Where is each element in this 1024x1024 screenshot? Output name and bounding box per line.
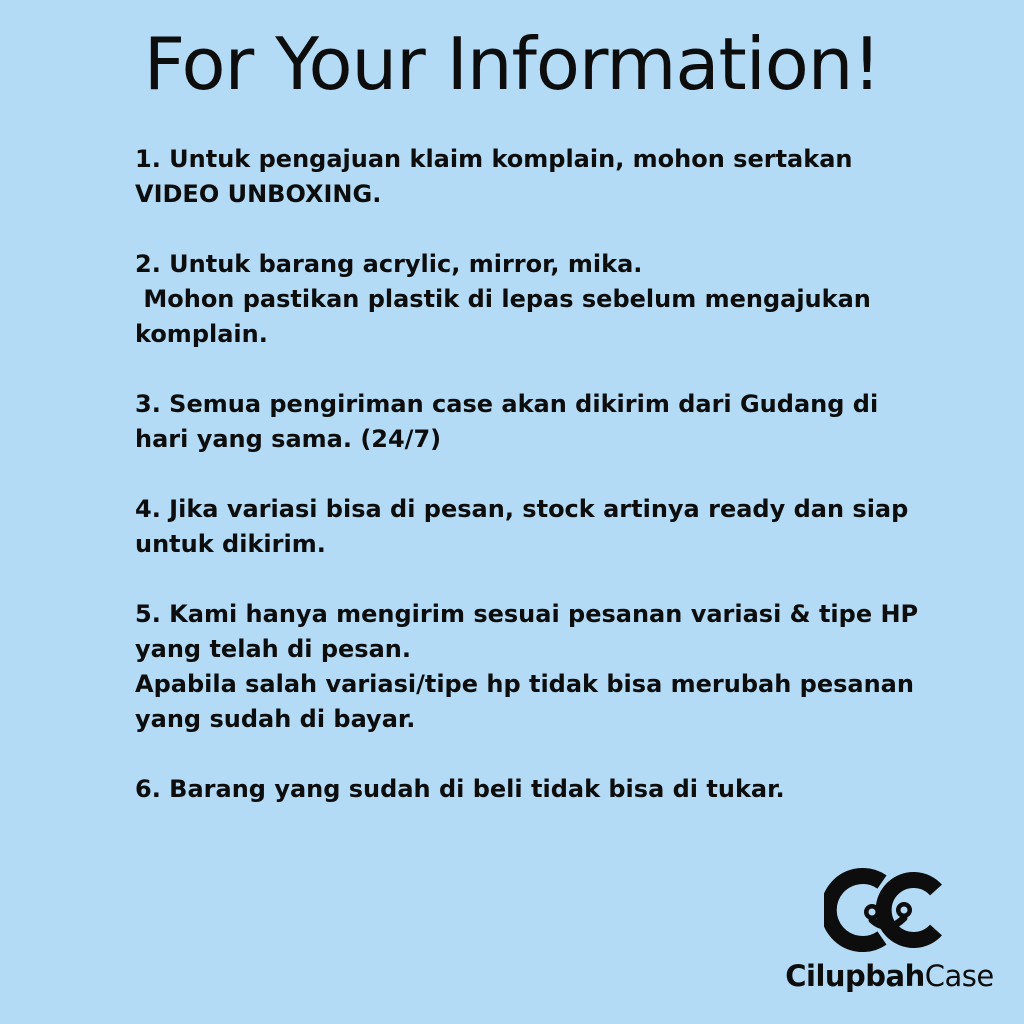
cc-logo-icon [824, 868, 952, 952]
page-title: For Your Information! [143, 22, 881, 106]
list-item-line: 6. Barang yang sudah di beli tidak bisa di tukar. [135, 775, 785, 803]
list-item-line: Apabila salah variasi/tipe hp tidak bisa merubah pesanan [135, 670, 914, 698]
brand-name [782, 958, 997, 994]
list-item [135, 247, 935, 352]
brand-name-bold: Cilupbah [785, 959, 925, 993]
list-item-line: hari yang sama. (24/7) [135, 425, 442, 453]
list-item-line: 5. Kami hanya mengirim sesuai pesanan variasi & tipe HP [135, 600, 919, 628]
list-item-line: 3. Semua pengiriman case akan dikirim dari Gudang di [135, 390, 879, 418]
list-item-line: VIDEO UNBOXING. [135, 180, 382, 208]
list-item-line: 1. Untuk pengajuan klaim komplain, mohon sertakan [135, 145, 853, 173]
list-item-line: Mohon pastikan plastik di lepas sebelum mengajukan [135, 285, 871, 313]
list-item-line: 2. Untuk barang acrylic, mirror, mika. [135, 250, 643, 278]
list-item-line: yang sudah di bayar. [135, 705, 416, 733]
list-item [135, 597, 935, 737]
list-item [135, 772, 935, 807]
list-item-line: 4. Jika variasi bisa di pesan, stock artinya ready dan siap [135, 495, 909, 523]
list-item-line: untuk dikirim. [135, 530, 326, 558]
brand-logo [782, 862, 997, 1002]
list-item [135, 387, 935, 457]
list-item [135, 492, 935, 562]
info-list [135, 142, 935, 842]
brand-name-regular: Case [924, 959, 994, 993]
list-item-line: yang telah di pesan. [135, 635, 411, 663]
list-item [135, 142, 935, 212]
list-item-line: komplain. [135, 320, 268, 348]
